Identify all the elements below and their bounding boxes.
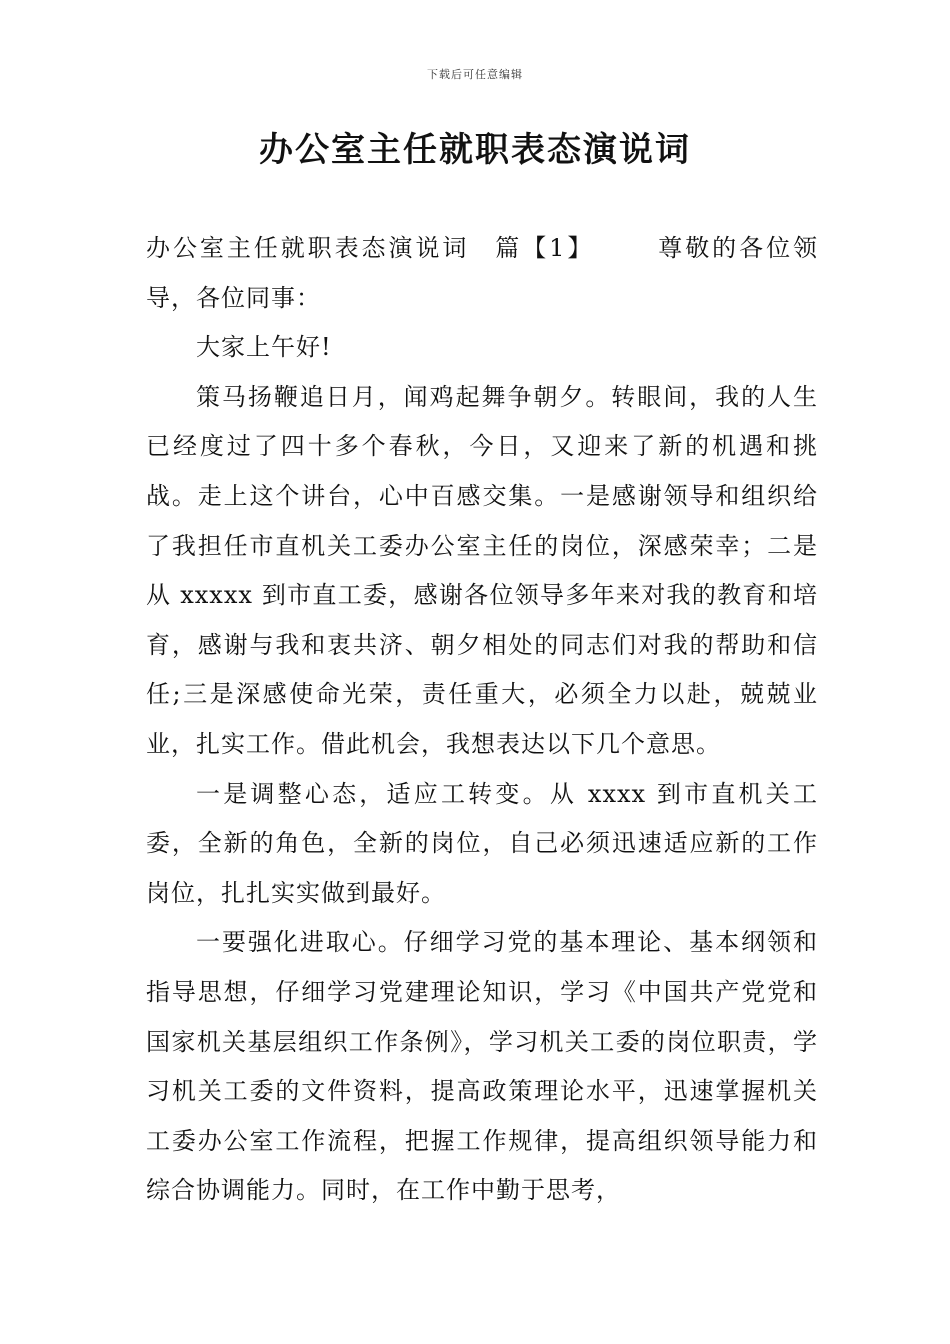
opening-line	[146, 224, 818, 323]
paragraph-greeting: 大家上午好!	[196, 333, 332, 362]
document-body	[146, 224, 818, 1216]
header-note: 下载后可任意编辑	[427, 68, 523, 81]
paragraph-point-one: 一是调整心态，适应工转变。从 xxxx 到市直机关工委，全新的角色，全新的岗位，自己必须迅速适应新的工作岗位，扎扎实实做到最好。	[146, 779, 818, 907]
opening-salutation: 尊敬的各位领导，各位同事：	[146, 234, 819, 312]
opening-chapter: 篇【1】	[493, 234, 595, 262]
opening-doc-name: 办公室主任就职表态演说词	[146, 234, 470, 262]
paragraph-sub-point-one: 一要强化进取心。仔细学习党的基本理论、基本纲领和指导思想，仔细学习党建理论知识，学习《中国共产党党和国家机关基层组织工作条例》，学习机关工委的岗位职责，学习机关工委的文件资料，提高政策理论水平，迅速掌握机关工委办公室工作流程，把握工作规律，提高组织领导能力和综合协调能力。同时，在工作中勤于思考，	[146, 928, 818, 1205]
document-title: 办公室主任就职表态演说词	[259, 130, 691, 170]
paragraph-introduction: 策马扬鞭追日月，闻鸡起舞争朝夕。转眼间，我的人生已经度过了四十多个春秋，今日，又迎来了新的机遇和挑战。走上这个讲台，心中百感交集。一是感谢领导和组织给了我担任市直机关工委办公室主任的岗位，深感荣幸；二是从 xxxxx 到市直工委，感谢各位领导多年来对我的教育和培育，感谢与我和衷共济、朝夕相处的同志们对我的帮助和信任;三是深感使命光荣，责任重大，必须全力以赴，兢兢业业，扎实工作。借此机会，我想表达以下几个意思。	[146, 382, 818, 758]
